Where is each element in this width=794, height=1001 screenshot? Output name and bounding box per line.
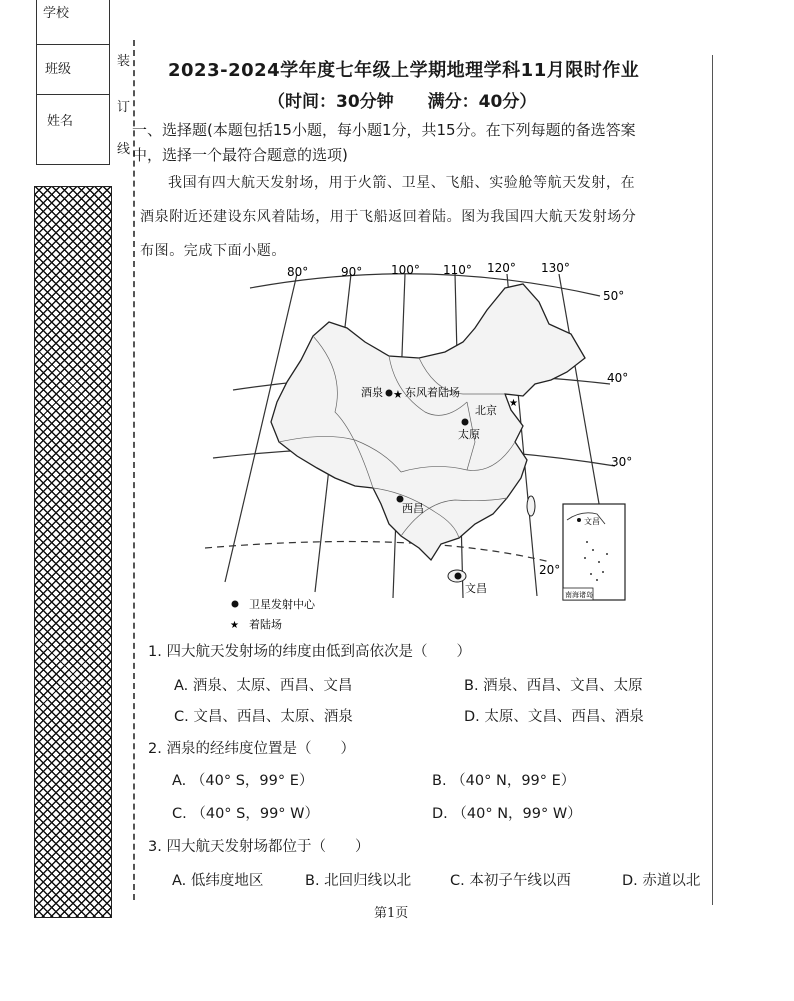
lon-label-130: 130° [541, 262, 570, 275]
taiyuan-label: 太原 [458, 428, 480, 441]
intro-line1: 我国有四大航天发射场，用于火箭、卫星、飞船、实验舱等航天发射，在 [168, 175, 636, 191]
lat-label-20: 20° [539, 563, 561, 577]
question-3-stem: 3. 四大航天发射场都位于（ ） [148, 839, 370, 855]
question-3-option-c: C. 本初子午线以西 [450, 873, 571, 889]
launch-site-map [205, 262, 635, 632]
question-3-option-a: A. 低纬度地区 [172, 873, 264, 889]
intro-line2: 酒泉附近还建设东风着陆场，用于飞船返回着陆。图为我国四大航天发射场分 [140, 209, 637, 225]
legend-star-icon: ★ [230, 620, 239, 631]
bind-char-xian: 线 [117, 142, 131, 157]
page-subtitle: （时间：30分钟 满分：40分） [268, 92, 537, 112]
page-number: 第1页 [374, 906, 409, 921]
question-2-option-b: B. （40° N，99° E） [432, 773, 576, 789]
intro-line3: 布图。完成下面小题。 [140, 243, 286, 259]
hatched-binding-area [34, 186, 112, 918]
wenchang-label: 文昌 [465, 582, 487, 595]
question-3-option-b: B. 北回归线以北 [305, 873, 412, 889]
legend-launch-center: 卫星发射中心 [249, 598, 315, 611]
right-margin-line [712, 55, 713, 905]
question-1-stem: 1. 四大航天发射场的纬度由低到高依次是（ ） [148, 644, 471, 660]
bind-char-ding: 订 [117, 100, 131, 115]
lon-label-120: 120° [487, 262, 516, 275]
legend-dot-icon [232, 601, 239, 608]
lat-label-40: 40° [607, 371, 629, 385]
question-2-option-a: A. （40° S，99° E） [172, 773, 314, 789]
question-1-option-b: B. 酒泉、西昌、文昌、太原 [464, 678, 643, 694]
question-1-option-a: A. 酒泉、太原、西昌、文昌 [174, 678, 353, 694]
school-box [36, 0, 110, 45]
school-label: 学校 [43, 6, 70, 21]
jiuquan-dot [386, 390, 393, 397]
question-2-option-c: C. （40° S，99° W） [172, 806, 320, 822]
beijing-label: 北京 [475, 404, 497, 417]
taiwan-island [527, 496, 535, 516]
class-label: 班级 [45, 62, 72, 77]
class-box [36, 44, 110, 95]
inset-city-label: 文昌 [584, 517, 600, 526]
name-box [36, 94, 110, 165]
question-2-stem: 2. 酒泉的经纬度位置是（ ） [148, 741, 355, 757]
question-1-option-d: D. 太原、文昌、西昌、酒泉 [464, 709, 644, 725]
lon-label-110: 110° [443, 263, 472, 277]
binding-dashed-line [133, 40, 135, 900]
xichang-label: 西昌 [402, 502, 424, 515]
dongfeng-star: ★ [393, 388, 403, 401]
question-2-option-d: D. （40° N，99° W） [432, 806, 582, 822]
wenchang-dot [455, 573, 462, 580]
lon-label-100: 100° [391, 263, 420, 277]
question-3-option-d: D. 赤道以北 [622, 873, 701, 889]
inset-label: 南海诸岛 [565, 591, 593, 599]
lat-label-30: 30° [611, 455, 633, 469]
legend-landing-site: 着陆场 [249, 618, 282, 631]
beijing-star: ★ [509, 398, 518, 409]
bind-char-zhuang: 装 [117, 54, 131, 69]
page-title: 2023-2024学年度七年级上学期地理学科11月限时作业 [168, 60, 640, 81]
lon-label-90: 90° [341, 265, 363, 279]
lon-label-80: 80° [287, 265, 309, 279]
section-heading-line2: 中，选择一个最符合题意的选项) [132, 146, 348, 164]
question-1-option-c: C. 文昌、西昌、太原、酒泉 [174, 709, 353, 725]
lat-label-50: 50° [603, 289, 625, 303]
dongfeng-label: 东风着陆场 [405, 386, 460, 399]
jiuquan-label: 酒泉 [361, 386, 383, 399]
section-heading-line1: 一、选择题(本题包括15小题，每小题1分，共15分。在下列每题的备选答案 [132, 121, 636, 139]
taiyuan-dot [462, 419, 469, 426]
china-outline [271, 284, 585, 560]
name-label: 姓名 [47, 114, 74, 129]
